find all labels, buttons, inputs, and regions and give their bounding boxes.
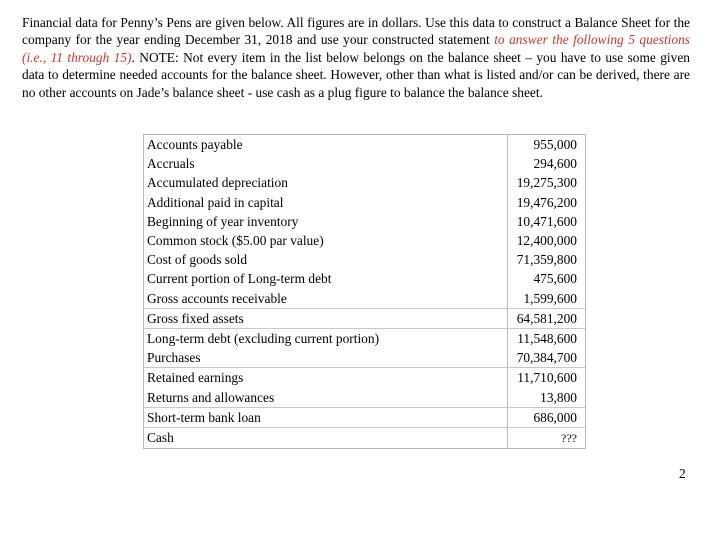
- account-label: Accounts payable: [144, 135, 508, 155]
- table-row: [144, 328, 586, 348]
- cash-value-placeholder: ???: [561, 430, 577, 445]
- account-value: 64,581,200: [508, 308, 586, 328]
- table-row: [144, 269, 586, 288]
- table-row: [144, 212, 586, 231]
- account-label: Returns and allowances: [144, 387, 508, 407]
- account-label: Retained earnings: [144, 368, 508, 388]
- table-row: [144, 348, 586, 368]
- account-value: 12,400,000: [508, 231, 586, 250]
- instructions-text-end: . NOTE: Not every item in the list below belongs on the balance sheet – you have to use some given data to determine needed accounts for the balance sheet. However, other than what is listed and/or can be derived, there are no other accounts on Jade’s balance sheet - use cash as a plug figure to balance the balance sheet.: [22, 49, 690, 100]
- account-label: Beginning of year inventory: [144, 212, 508, 231]
- table-row: [144, 173, 586, 192]
- account-value: 10,471,600: [508, 212, 586, 231]
- table-row: [144, 154, 586, 173]
- account-value: 11,548,600: [508, 328, 586, 348]
- account-value: 294,600: [508, 154, 586, 173]
- account-value: 19,476,200: [508, 193, 586, 212]
- table-row: [144, 135, 586, 155]
- account-label: Accumulated depreciation: [144, 173, 508, 192]
- accounts-table: [143, 134, 586, 449]
- instructions-emphasis: to answer the following 5 questions (i.e., 11 through 15): [22, 32, 690, 65]
- account-label: Cash: [144, 427, 508, 448]
- account-value: [508, 427, 586, 448]
- table-row: [144, 427, 586, 448]
- page-number: 2: [679, 466, 686, 481]
- account-value: 70,384,700: [508, 348, 586, 368]
- instructions-text-start: Financial data for Penny’s Pens are given below. All figures are in dollars. Use this data to construct a Balance Sheet for the company for the year ending December 31, 2018 and use your constructed statement: [22, 15, 690, 48]
- table-row: [144, 368, 586, 388]
- account-label: Short-term bank loan: [144, 407, 508, 427]
- account-label: Current portion of Long-term debt: [144, 269, 508, 288]
- account-value: 71,359,800: [508, 250, 586, 269]
- table-row: [144, 250, 586, 269]
- instructions-paragraph: [22, 14, 690, 101]
- account-label: Gross fixed assets: [144, 308, 508, 328]
- account-label: Long-term debt (excluding current portion): [144, 328, 508, 348]
- account-label: Additional paid in capital: [144, 193, 508, 212]
- account-label: Gross accounts receivable: [144, 289, 508, 309]
- account-label: Purchases: [144, 348, 508, 368]
- account-value: 1,599,600: [508, 289, 586, 309]
- account-value: 11,710,600: [508, 368, 586, 388]
- table-row: [144, 289, 586, 309]
- account-value: 13,800: [508, 387, 586, 407]
- table-row: [144, 387, 586, 407]
- account-value: 19,275,300: [508, 173, 586, 192]
- table-row: [144, 231, 586, 250]
- account-value: 955,000: [508, 135, 586, 155]
- table-row: [144, 193, 586, 212]
- table-row: [144, 308, 586, 328]
- account-value: 686,000: [508, 407, 586, 427]
- account-label: Common stock ($5.00 par value): [144, 231, 508, 250]
- account-value: 475,600: [508, 269, 586, 288]
- table-row: [144, 407, 586, 427]
- account-label: Cost of goods sold: [144, 250, 508, 269]
- account-label: Accruals: [144, 154, 508, 173]
